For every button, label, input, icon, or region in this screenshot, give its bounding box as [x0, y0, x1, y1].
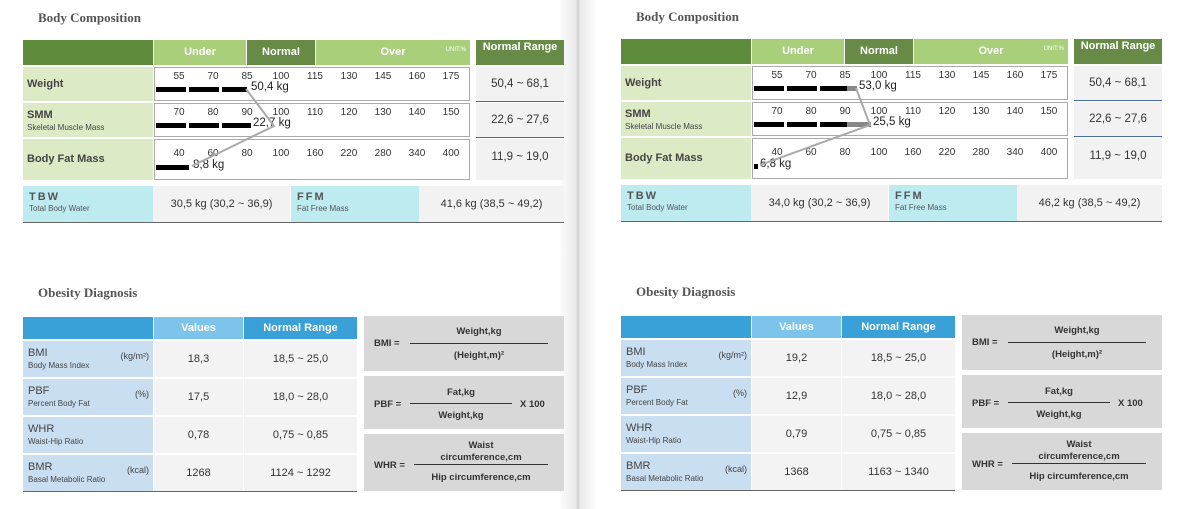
unit-label: UNIT:% — [1043, 46, 1064, 52]
bfm-tick: 160 — [306, 148, 324, 159]
fraction-line — [1008, 342, 1146, 343]
pbf-sublabel: Percent Body Fat — [28, 399, 90, 408]
smm-tick: 90 — [241, 107, 253, 118]
whr-formula — [962, 433, 1162, 490]
bfm-tick: 400 — [442, 148, 460, 159]
tbw-label — [23, 186, 153, 222]
smm-tick: 140 — [408, 107, 426, 118]
pbf-label — [23, 379, 153, 415]
bmr-value: 1268 — [154, 455, 243, 491]
bmr-range: 1163 ~ 1340 — [842, 454, 955, 490]
trend-connector — [598, 0, 1179, 200]
smm-tick: 110 — [905, 106, 921, 117]
pbf-formula-denominator: Weight,kg — [1036, 409, 1082, 420]
pbf-formula-lhs: PBF = — [374, 399, 402, 410]
ob-header-normal-range: Normal Range — [842, 316, 955, 338]
tbw-value: 34,0 kg (30,2 ~ 36,9) — [751, 185, 888, 221]
bmr-label — [621, 454, 751, 490]
tbw-value: 30,5 kg (30,2 ~ 36,9) — [153, 186, 290, 222]
ffm-sublabel: Fat Free Mass — [297, 204, 349, 213]
weight-tick: 130 — [938, 70, 956, 81]
smm-tick: 130 — [374, 107, 392, 118]
bfm-label: Body Fat Mass — [23, 139, 153, 180]
smm-tick: 80 — [207, 107, 219, 118]
weight-tick: 100 — [272, 71, 290, 82]
whr-label-text: WHR — [626, 422, 653, 434]
bfm-tick: 60 — [805, 147, 817, 158]
tbw-label — [621, 185, 751, 221]
smm-value: 22,7 kg — [253, 117, 291, 129]
smm-tick: 90 — [839, 106, 851, 117]
pbf-range: 18,0 ~ 28,0 — [244, 379, 357, 415]
weight-tick: 145 — [374, 71, 392, 82]
fraction-line — [410, 343, 548, 344]
ob-header-blank — [621, 316, 751, 338]
weight-tick: 145 — [972, 70, 990, 81]
report-page-left — [0, 0, 560, 509]
whr-range: 0,75 ~ 0,85 — [842, 416, 955, 452]
bfm-tick: 340 — [408, 148, 426, 159]
ffm-value: 46,2 kg (38,5 ~ 49,2) — [1017, 185, 1162, 221]
smm-tick: 70 — [771, 106, 783, 117]
header-normal-range: Normal Range — [476, 40, 564, 65]
bfm-label: Body Fat Mass — [621, 138, 751, 179]
pbf-formula-multiplier: X 100 — [1118, 398, 1143, 409]
bfm-tick: 400 — [1040, 147, 1058, 158]
pbf-value: 12,9 — [752, 378, 841, 414]
smm-tick: 110 — [307, 107, 323, 118]
pbf-formula-numerator: Fat,kg — [447, 387, 475, 398]
ffm-label — [291, 186, 419, 222]
whr-value: 0,79 — [752, 416, 841, 452]
bmi-unit: (kg/m²) — [120, 351, 149, 361]
section-divider — [23, 491, 357, 492]
bmr-unit: (kcal) — [725, 464, 747, 474]
weight-tick: 55 — [173, 71, 185, 82]
bmi-sublabel: Body Mass Index — [626, 360, 688, 369]
whr-formula-numerator-2: circumference,cm — [1038, 451, 1120, 462]
smm-value: 25,5 kg — [873, 116, 911, 128]
pbf-label — [621, 378, 751, 414]
header-under: Under — [154, 40, 246, 65]
whr-formula — [364, 434, 564, 491]
bfm-tick: 40 — [173, 148, 185, 159]
whr-formula-numerator-1: Waist — [1066, 439, 1092, 450]
weight-tick: 70 — [805, 70, 817, 81]
bmi-formula-lhs: BMI = — [374, 338, 400, 349]
weight-tick: 100 — [870, 70, 888, 81]
smm-range: 22,6 ~ 27,6 — [1074, 102, 1162, 136]
bfm-tick: 80 — [241, 148, 253, 159]
bmr-range: 1124 ~ 1292 — [244, 455, 357, 491]
pbf-formula — [962, 375, 1162, 428]
pbf-unit: (%) — [733, 388, 747, 398]
weight-tick: 160 — [1006, 70, 1024, 81]
report-page-right — [598, 0, 1179, 509]
whr-formula-denominator: Hip circumference,cm — [431, 472, 531, 483]
smm-tick: 150 — [442, 107, 460, 118]
ffm-label — [889, 185, 1017, 221]
header-under: Under — [752, 39, 844, 64]
smm-tick: 70 — [173, 107, 185, 118]
smm-range: 22,6 ~ 27,6 — [476, 103, 564, 137]
bfm-range: 11,9 ~ 19,0 — [476, 139, 564, 180]
bmr-sublabel: Basal Metabolic Ratio — [28, 475, 106, 484]
page-gutter — [558, 0, 598, 509]
bmi-formula-numerator: Weight,kg — [1054, 325, 1100, 336]
bmi-unit: (kg/m²) — [718, 350, 747, 360]
weight-tick: 115 — [307, 71, 323, 82]
ffm-title: FFM — [895, 190, 924, 202]
pbf-formula-multiplier: X 100 — [520, 399, 545, 410]
bmi-formula — [364, 316, 564, 371]
header-over-label: Over — [380, 46, 406, 58]
bfm-tick: 100 — [272, 148, 290, 159]
bmi-label-text: BMI — [626, 346, 646, 358]
whr-range: 0,75 ~ 0,85 — [244, 417, 357, 453]
whr-formula-numerator-2: circumference,cm — [440, 452, 522, 463]
header-normal-range: Normal Range — [1074, 39, 1162, 64]
weight-range: 50,4 ~ 68,1 — [1074, 66, 1162, 100]
pbf-range: 18,0 ~ 28,0 — [842, 378, 955, 414]
whr-sublabel: Waist-Hip Ratio — [28, 437, 84, 446]
weight-tick: 85 — [241, 71, 253, 82]
weight-value: 50,4 kg — [251, 81, 289, 93]
ob-header-values: Values — [752, 316, 841, 338]
tbw-sublabel: Total Body Water — [627, 203, 688, 212]
bfm-tick: 220 — [340, 148, 358, 159]
bfm-tick: 100 — [870, 147, 888, 158]
smm-tick: 100 — [272, 107, 290, 118]
trend-connector — [0, 0, 560, 200]
smm-tick: 120 — [340, 107, 358, 118]
bmi-range: 18,5 ~ 25,0 — [244, 341, 357, 377]
fraction-line — [410, 403, 512, 404]
pbf-value: 17,5 — [154, 379, 243, 415]
bmi-range: 18,5 ~ 25,0 — [842, 340, 955, 376]
weight-tick: 55 — [771, 70, 783, 81]
bfm-tick: 280 — [972, 147, 990, 158]
fraction-line — [414, 464, 548, 465]
tbw-title: TBW — [627, 190, 659, 202]
body-composition-title: Body Composition — [636, 9, 739, 24]
pbf-unit: (%) — [135, 389, 149, 399]
pbf-formula — [364, 376, 564, 429]
weight-label: Weight — [621, 66, 751, 100]
bfm-value: 8,8 kg — [193, 159, 225, 171]
bmr-value: 1368 — [752, 454, 841, 490]
ffm-value: 41,6 kg (38,5 ~ 49,2) — [419, 186, 564, 222]
obesity-title: Obesity Diagnosis — [636, 284, 736, 299]
bmi-formula-denominator: (Height,m)² — [453, 350, 505, 361]
fraction-line — [1008, 402, 1110, 403]
smm-tick: 80 — [805, 106, 817, 117]
bfm-tick: 160 — [904, 147, 922, 158]
smm-tick: 140 — [1006, 106, 1024, 117]
smm-sublabel: Skeletal Muscle Mass — [27, 123, 105, 132]
whr-formula-numerator-1: Waist — [468, 440, 494, 451]
pbf-formula-denominator: Weight,kg — [438, 410, 484, 421]
bfm-tick: 60 — [207, 148, 219, 159]
ffm-sublabel: Fat Free Mass — [895, 203, 947, 212]
bmi-value: 19,2 — [752, 340, 841, 376]
weight-tick: 175 — [1040, 70, 1058, 81]
bfm-tick: 40 — [771, 147, 783, 158]
tbw-title: TBW — [29, 191, 61, 203]
ob-header-blank — [23, 317, 153, 339]
bmr-label-text: BMR — [28, 461, 53, 473]
whr-formula-denominator: Hip circumference,cm — [1029, 471, 1129, 482]
tbw-sublabel: Total Body Water — [29, 204, 90, 213]
smm-sublabel: Skeletal Muscle Mass — [625, 122, 703, 131]
bmi-label-text: BMI — [28, 347, 48, 359]
smm-label-text: SMM — [27, 109, 53, 121]
fraction-line — [1012, 463, 1146, 464]
whr-sublabel: Waist-Hip Ratio — [626, 436, 682, 445]
bfm-range: 11,9 ~ 19,0 — [1074, 138, 1162, 179]
smm-tick: 150 — [1040, 106, 1058, 117]
weight-tick: 115 — [905, 70, 921, 81]
bmi-sublabel: Body Mass Index — [28, 361, 90, 370]
header-over-label: Over — [978, 45, 1004, 57]
weight-value: 53,0 kg — [859, 80, 897, 92]
smm-tick: 130 — [972, 106, 990, 117]
weight-range: 50,4 ~ 68,1 — [476, 67, 564, 101]
section-divider — [621, 490, 955, 491]
whr-value: 0,78 — [154, 417, 243, 453]
section-divider — [23, 222, 564, 223]
bmi-formula-denominator: (Height,m)² — [1051, 349, 1103, 360]
ffm-title: FFM — [297, 191, 326, 203]
smm-tick: 100 — [870, 106, 888, 117]
header-normal: Normal — [247, 40, 315, 65]
bmr-unit: (kcal) — [127, 465, 149, 475]
bmi-label — [621, 340, 751, 376]
bmi-formula-lhs: BMI = — [972, 337, 998, 348]
weight-tick: 70 — [207, 71, 219, 82]
body-composition-title: Body Composition — [38, 10, 141, 25]
ob-header-normal-range: Normal Range — [244, 317, 357, 339]
bmi-value: 18,3 — [154, 341, 243, 377]
bfm-tick: 340 — [1006, 147, 1024, 158]
whr-label — [621, 416, 751, 452]
unit-label: UNIT:% — [445, 47, 466, 53]
obesity-title: Obesity Diagnosis — [38, 285, 138, 300]
whr-formula-lhs: WHR = — [972, 459, 1003, 470]
pbf-label-text: PBF — [626, 384, 648, 396]
pbf-formula-numerator: Fat,kg — [1045, 386, 1073, 397]
pbf-sublabel: Percent Body Fat — [626, 398, 688, 407]
header-normal: Normal — [845, 39, 913, 64]
weight-tick: 130 — [340, 71, 358, 82]
bfm-value: 6,8 kg — [760, 158, 792, 170]
ob-header-values: Values — [154, 317, 243, 339]
pbf-label-text: PBF — [28, 385, 50, 397]
bfm-tick: 80 — [839, 147, 851, 158]
bmr-label-text: BMR — [626, 460, 651, 472]
pbf-formula-lhs: PBF = — [972, 398, 1000, 409]
weight-tick: 160 — [408, 71, 426, 82]
bmi-label — [23, 341, 153, 377]
bmi-formula-numerator: Weight,kg — [456, 326, 502, 337]
weight-label: Weight — [23, 67, 153, 101]
bmi-formula — [962, 315, 1162, 370]
whr-label — [23, 417, 153, 453]
section-divider — [621, 221, 1162, 222]
smm-tick: 120 — [938, 106, 956, 117]
bmr-sublabel: Basal Metabolic Ratio — [626, 474, 704, 483]
weight-tick: 85 — [839, 70, 851, 81]
weight-tick: 175 — [442, 71, 460, 82]
bfm-tick: 220 — [938, 147, 956, 158]
whr-formula-lhs: WHR = — [374, 460, 405, 471]
smm-label-text: SMM — [625, 108, 651, 120]
bfm-tick: 280 — [374, 148, 392, 159]
whr-label-text: WHR — [28, 423, 55, 435]
bmr-label — [23, 455, 153, 491]
